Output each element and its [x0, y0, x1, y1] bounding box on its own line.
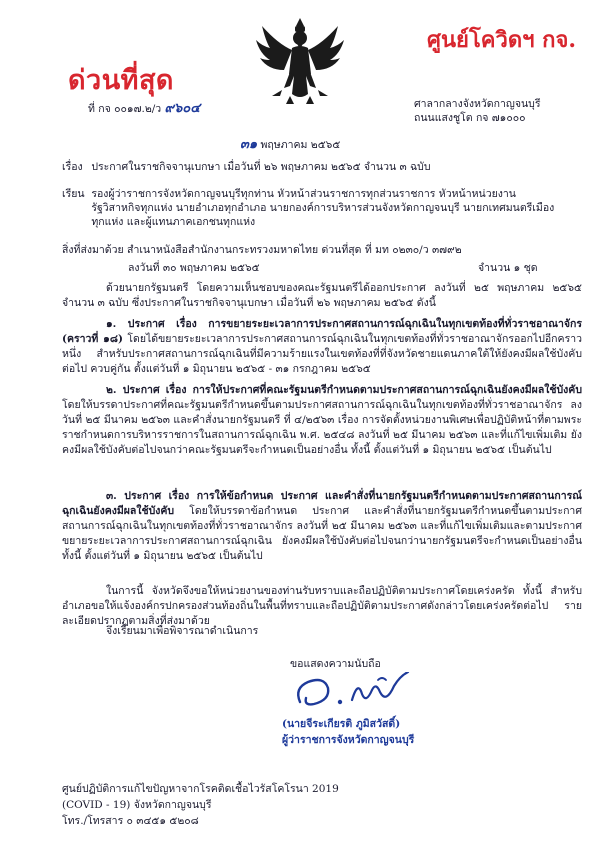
- item-1-body: โดยได้ขยายระยะเวลาการประกาศสถานการณ์ฉุกเฉินในทุกเขตท้องที่ทั่วราชอาณาจักรออกไปอีกคราวหนึ่ง สำหรับประกาศสถานการณ์ฉุกเฉินที่มีความร้ายแรงในเขตท้องที่ที่จังหวัดชายแดนภาคใต้ให้ยังคงมีผลใช้บังคับต่อไป ควบคู่กัน ตั้งแต่วันที่ ๑ มิถุนายน ๒๕๖๕ - ๓๑ กรกฎาคม ๒๕๖๕: [62, 333, 582, 375]
- item-3-paragraph: [62, 489, 582, 564]
- office-line: ถนนแสงชูโต กจ ๗๑๐๐๐: [414, 112, 526, 124]
- sign-off: ขอแสดงความนับถือ: [290, 658, 381, 670]
- subject-label: เรื่อง: [62, 161, 83, 173]
- recipient-text: รองผู้ว่าราชการจังหวัดกาญจนบุรีทุกท่าน หัวหน้าส่วนราชการทุกส่วนราชการ หัวหน้าหน่วยงานรัฐวิสาหกิจทุกแห่ง นายอำเภอทุกอำเภอ นายกองค์การบริหารส่วนจังหวัดกาญจนบุรี นายกเทศมนตรีเมืองทุกแห่ง และผู้แทนภาคเอกชนทุกแห่ง: [91, 188, 555, 229]
- handwritten-signature-icon: [282, 672, 442, 714]
- office-line: ศาลากลางจังหวัดกาญจนบุรี: [414, 98, 541, 110]
- item-3-body: โดยให้บรรดาข้อกำหนด ประกาศ และคำสั่งที่นายกรัฐมนตรีกำหนดขึ้นตามประกาศสถานการณ์ฉุกเฉินในทุกเขตท้องที่ทั่วราชอาณาจักร ลงวันที่ ๒๕ มีนาคม ๒๕๖๓ และที่แก้ไขเพิ่มเติมและตามประกาศขยายระยะเวลาการประกาศสถานการณ์ฉุกเฉิน ยังคงมีผลใช้บังคับต่อไปจนกว่านายกรัฐมนตรีจะกำหนดเป็นอย่างอื่น ทั้งนี้ ตั้งแต่วันที่ ๑ มิถุนายน ๒๕๖๕ เป็นต้นไป: [62, 505, 582, 562]
- date-day: ๓๑: [240, 137, 258, 152]
- item-1-paragraph: [62, 317, 582, 377]
- footer-line: โทร./โทรสาร ๐ ๓๔๕๑ ๕๒๐๘: [62, 815, 199, 827]
- reference-number: [88, 100, 200, 118]
- recipient-line: [62, 187, 562, 230]
- enclosure-date: ลงวันที่ ๓๐ พฤษภาคม ๒๕๖๕: [128, 262, 260, 274]
- reference-prefix: ที่ กจ ๐๐๑๗.๒/ว: [88, 103, 162, 115]
- request-line: จึงเรียนมาเพื่อพิจารณาดำเนินการ: [106, 625, 259, 637]
- item-2-heading: ๒. ประกาศ เรื่อง การให้ประกาศที่คณะรัฐมนตรีกำหนดตามประกาศสถานการณ์ฉุกเฉินยังคงมีผลใช้บังคับ: [106, 384, 582, 396]
- enclosure-line: [62, 243, 562, 257]
- subject-line: [62, 160, 562, 174]
- signer-title: ผู้ว่าราชการจังหวัดกาญจนบุรี: [282, 734, 415, 746]
- item-1-heading: ๑. ประกาศ เรื่อง การขยายระยะเวลาการประกาศสถานการณ์ฉุกเฉินในทุกเขตท้องที่ทั่วราชอาณาจักร (คราวที่ ๑๘): [62, 318, 582, 345]
- office-address: [414, 97, 584, 125]
- garuda-emblem-icon: [252, 14, 348, 106]
- footer-line: (COVID - 19) จังหวัดกาญจนบุรี: [62, 799, 212, 811]
- item-2-body: โดยให้บรรดาประกาศที่คณะรัฐมนตรีกำหนดขึ้นตามประกาศสถานการณ์ฉุกเฉินในทุกเขตท้องที่ทั่วราชอาณาจักร ลงวันที่ ๒๕ มีนาคม ๒๕๖๓ และคำสั่งนายกรัฐมนตรี ที่ ๔/๒๕๖๓ เรื่อง การจัดตั้งหน่วยงานพิเศษเพื่อปฏิบัติหน้าที่ตามพระราชกำหนดการบริหารราชการในสถานการณ์ฉุกเฉิน พ.ศ. ๒๕๔๘ ลงวันที่ ๒๕ มีนาคม ๒๕๖๓ และที่แก้ไขเพิ่มเติม ยังคงมีผลใช้บังคับต่อไปจนกว่าคณะรัฐมนตรีจะกำหนดเป็นอย่างอื่น ทั้งนี้ ตั้งแต่วันที่ ๑ มิถุนายน ๒๕๖๕ เป็นต้นไป: [62, 399, 582, 456]
- recipient-label: เรียน: [62, 188, 85, 200]
- urgency-stamp: ด่วนที่สุด: [68, 65, 174, 96]
- handwritten-number: ๙๖๐๔: [164, 101, 201, 116]
- enclosure-text: สำเนาหนังสือสำนักงานกระทรวงมหาดไทย ด่วนที่สุด ที่ มท ๐๒๓๐/ว ๓๗๙๒: [127, 244, 462, 256]
- footer-line: ศูนย์ปฏิบัติการแก้ไขปัญหาจากโรคติดเชื้อไวรัสโคโรนา 2019: [62, 783, 339, 795]
- issuer-stamp: ศูนย์โควิดฯ กจ.: [427, 27, 576, 53]
- enclosure-label: สิ่งที่ส่งมาด้วย: [62, 244, 124, 256]
- item-2-paragraph: [62, 383, 582, 458]
- enclosure-count: จำนวน ๑ ชุด: [478, 262, 538, 274]
- intro-paragraph: ด้วยนายกรัฐมนตรี โดยความเห็นชอบของคณะรัฐมนตรีได้ออกประกาศ ลงวันที่ ๒๕ พฤษภาคม ๒๕๖๕ จำนวน ๓ ฉบับ ซึ่งประกาศในราชกิจจานุเบกษา เมื่อวันที่ ๒๖ พฤษภาคม ๒๕๖๕ ดังนี้: [62, 282, 582, 309]
- footer-contact: [62, 781, 339, 829]
- item-3-heading: ๓. ประกาศ เรื่อง การให้ข้อกำหนด ประกาศ และคำสั่งที่นายกรัฐมนตรีกำหนดตามประกาศสถานการณ์ฉุกเฉินยังคงมีผลใช้บังคับ: [62, 490, 582, 517]
- signer-name: (นายจีระเกียรติ ภูมิสวัสดิ์): [282, 718, 401, 730]
- closing-paragraph: ในการนี้ จังหวัดจึงขอให้หน่วยงานของท่านรับทราบและถือปฏิบัติตามประกาศโดยเคร่งครัด ทั้งนี้ สำหรับอำเภอขอให้แจ้งองค์กรปกครองส่วนท้องถิ่นในพื้นที่ทราบและถือปฏิบัติตามประกาศดังกล่าวโดยเคร่งครัดต่อไป รายละเอียดปรากฏตามสิ่งที่ส่งมาด้วย: [62, 585, 582, 627]
- letter-date: [240, 136, 340, 154]
- subject-text: ประกาศในราชกิจจานุเบกษา เมื่อวันที่ ๒๖ พฤษภาคม ๒๕๖๕ จำนวน ๓ ฉบับ: [91, 161, 431, 173]
- date-month-year: พฤษภาคม ๒๕๖๕: [260, 139, 341, 151]
